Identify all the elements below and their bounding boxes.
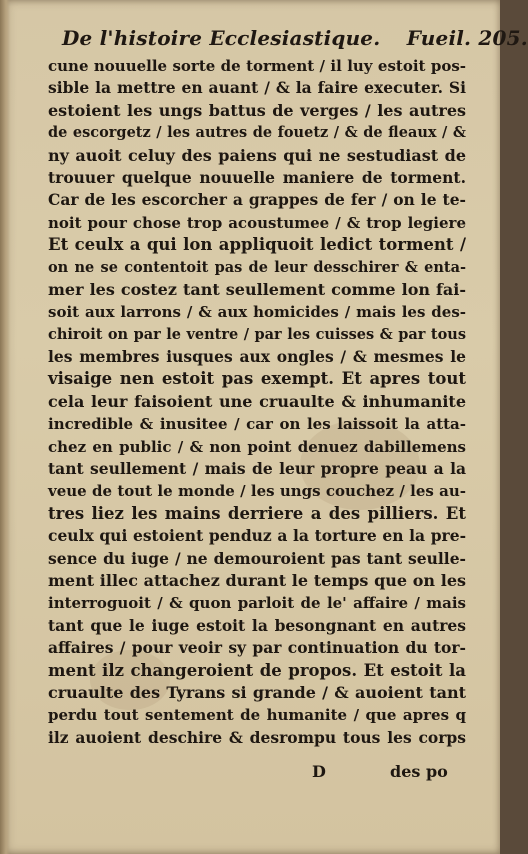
text-line: cune nouuelle sorte de torment / il luy estoit pos- [48,57,466,75]
text-line: ny auoit celuy des paiens qui ne sestudiast de [48,145,466,165]
text-line: ilz auoient deschire & desrompu tous les corps [48,727,466,747]
text-line: incredible & inusitee / car on les laissoit la atta- [48,415,466,434]
text-line: tres liez les mains derriere a des pilliers. Et [48,503,466,523]
text-line: sence du iuge / ne demouroient pas tant seulle- [48,548,466,568]
folio-number: Fueil. 205. [406,26,528,50]
text-line: interroguoit / & quon parloit de le' affaire / mais [48,594,466,613]
text-line: cruaulte des Tyrans si grande / & auoient tant [48,682,466,702]
text-line: on ne se contentoit pas de leur desschirer & enta- [48,258,466,276]
text-line: chez en public / & non point denuez dabillemens [48,437,466,456]
text-line: tant que le iuge estoit la besongnant en autres [48,615,466,635]
text-line: mer les costez tant seullement comme lon fai- [48,279,466,299]
signature-mark: D [312,762,326,781]
text-line: ment illec attachez durant le temps que on les [48,570,466,590]
page-gutter-shadow [0,0,10,854]
body-text [48,55,466,749]
text-line: soit aux larrons / & aux homicides / mais les des- [48,303,466,322]
catchword: des po [390,762,448,781]
text-line: Car de les escorcher a grappes de fer / on le te- [48,190,466,210]
text-line: veue de tout le monde / les ungs couchez / les au- [48,482,466,501]
text-line: noit pour chose trop acoustumee / & trop legiere [48,213,466,232]
text-line: estoient les ungs battus de verges / les autres [48,100,466,120]
page-footer [48,762,466,786]
running-header [62,26,528,50]
text-line: trouuer quelque nouuelle maniere de torment. [48,167,466,187]
text-line: perdu tout sentement de humanite / que apres q [48,706,466,725]
text-line: les membres iusques aux ongles / & mesmes le [48,347,466,367]
text-line: Et ceulx a qui lon appliquoit ledict torment / [48,235,466,255]
text-line: chiroit on par le ventre / par les cuisses & par tous [48,325,466,343]
text-line: affaires / pour veoir sy par continuation du tor- [48,638,466,658]
text-line: visaige nen estoit pas exempt. Et apres tout [48,369,466,389]
text-line: de escorgetz / les autres de fouetz / & de fleaux / & [48,124,466,142]
text-line: tant seullement / mais de leur propre peau a la [48,459,466,479]
text-line: ment ilz changeroient de propos. Et estoit la [48,660,466,680]
text-line: ceulx qui estoient penduz a la torture en la pre- [48,526,466,546]
text-line: sible la mettre en auant / & la faire executer. Si [48,78,466,98]
text-line: cela leur faisoient une cruaulte & inhumanite [48,391,466,411]
running-title: De l'histoire Ecclesiastique. [62,26,381,50]
